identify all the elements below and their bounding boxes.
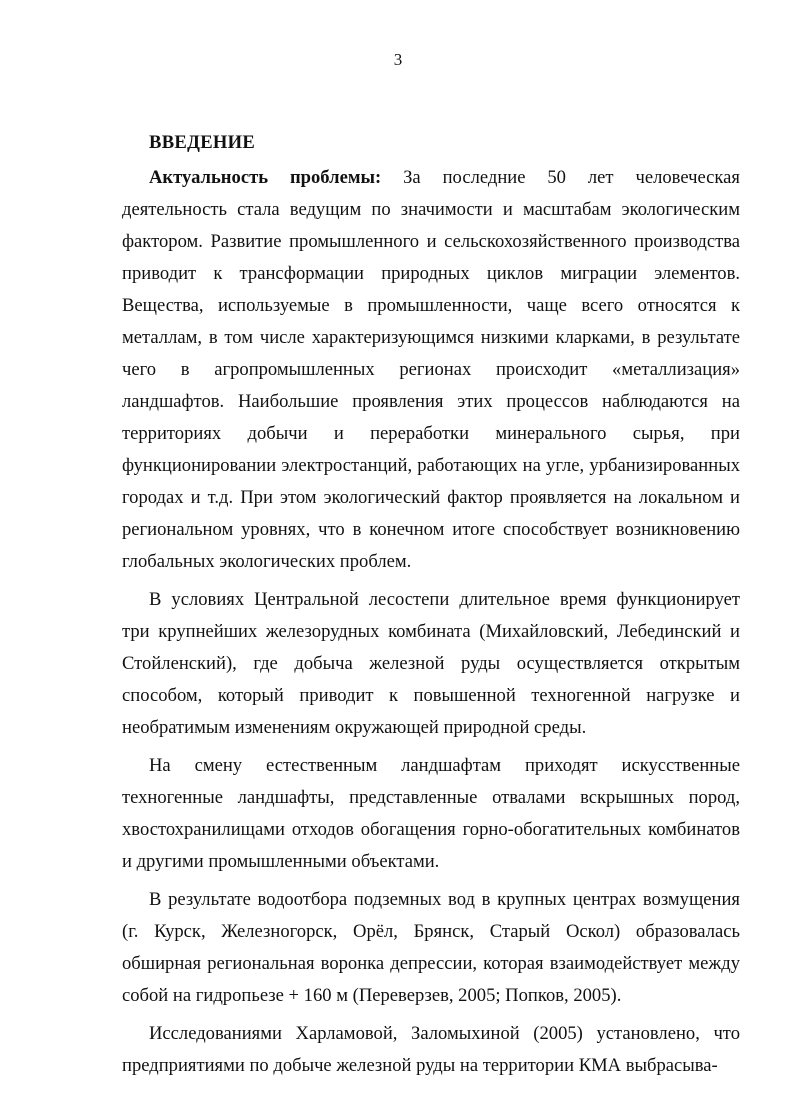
intro-text: За последние 50 лет человеческая деятельность стала ведущим по значимости и масштабам экологическим фактором. Развитие промышленного и сельскохозяйственного производства приводит к трансформации природных циклов миграции элементов. Вещества, используемые в промышленности, чаще всего относятся к металлам, в том числе характеризующимся низкими кларками, в результате чего в агропромышленных регионах происходит «металлизация» ландшафтов. Наибольшие проявления этих процессов наблюдаются на территориях добычи и переработки минерального сырья, при функционировании электростанций, работающих на угле, урбанизированных городах и т.д. При этом экологический фактор проявляется на локальном и региональном уровнях, что в конечном итоге способствует возникновению глобальных экологических проблем. xyxy=(122,167,740,572)
paragraph-research-findings: Исследованиями Харламовой, Заломыхиной (2005) установлено, что предприятиями по добыче железной руды на территории КМА выбрасыва- xyxy=(122,1023,740,1076)
paragraph-iron-ore-plants: В условиях Центральной лесостепи длительное время функционирует три крупнейших железорудных комбината (Михайловский, Лебединский и Стойленский), где добыча железной руды осуществляется открытым способом, который приводит к повышенной техногенной нагрузке и необратимым изменениям окружающей природной среды. xyxy=(122,589,740,738)
paragraph-technogenic-landscapes: На смену естественным ландшафтам приходят искусственные техногенные ландшафты, представленные отвалами вскрышных пород, хвостохранилищами отходов обогащения горно-обогатительных комбинатов и другими промышленными объектами. xyxy=(122,755,740,872)
relevance-lead: Актуальность проблемы: xyxy=(149,167,382,188)
page-number: 3 xyxy=(393,50,403,69)
intro-paragraph xyxy=(122,162,740,578)
paragraph-depression-funnel: В результате водоотбора подземных вод в крупных центрах возмущения (г. Курск, Железногорск, Орёл, Брянск, Старый Оскол) образовалась обширная региональная воронка депрессии, которая взаимодействует между собой на гидропьезе + 160 м (Переверзев, 2005; Попков, 2005). xyxy=(122,889,740,1006)
document-body xyxy=(122,130,740,1082)
section-heading: ВВЕДЕНИЕ xyxy=(149,132,256,153)
